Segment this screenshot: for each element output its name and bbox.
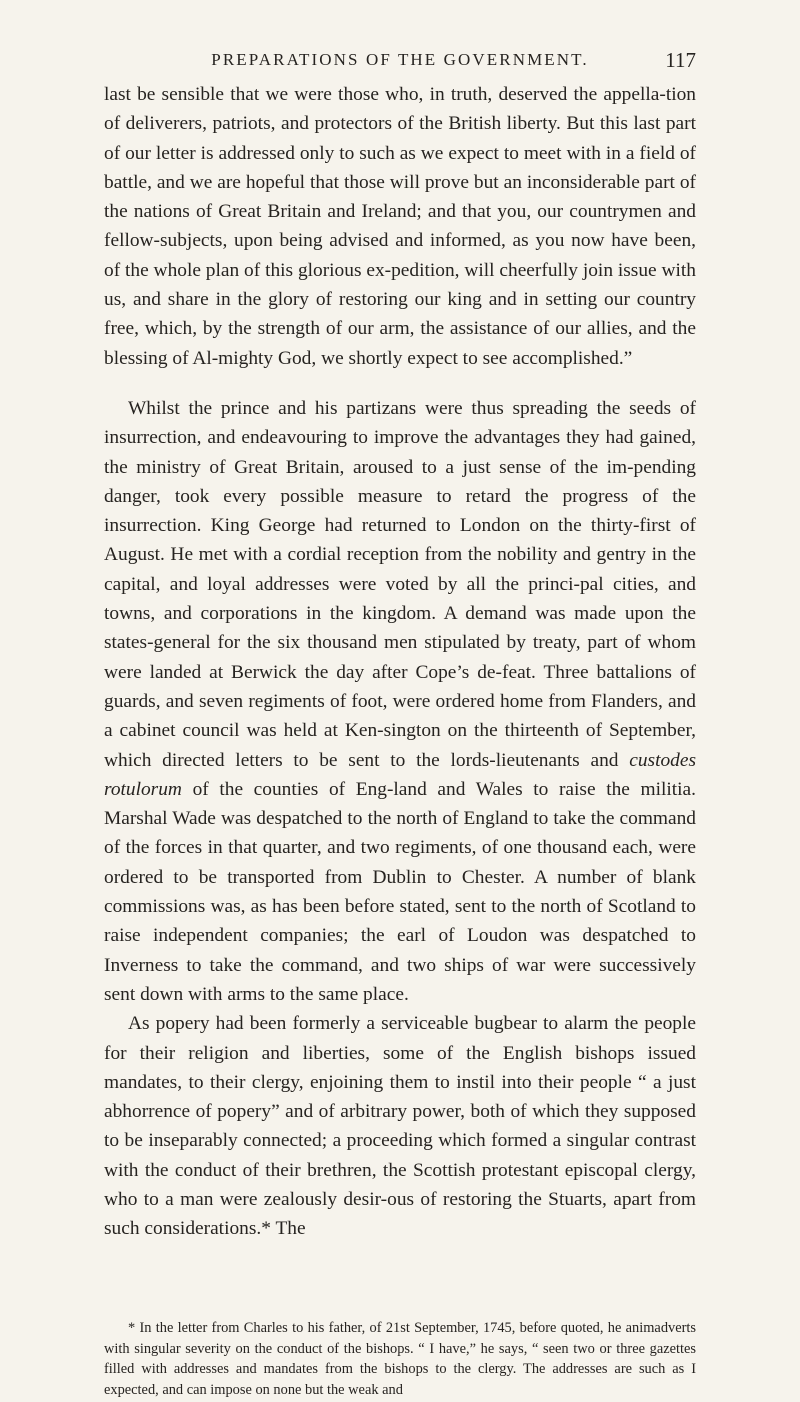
paragraph-3: As popery had been formerly a serviceable bugbear to alarm the people for their religion and liberties, some of the English bishops issued mandates, to their clergy, enjoining them to instil into their people “ a just abhorrence of popery” and of arbitrary power, both of which they supposed to be inseparably connected; a proceeding which formed a singular contrast with the conduct of their brethren, the Scottish protestant episcopal clergy, who to a man were zealously desir-ous of restoring the Stuarts, apart from such considerations.* The (104, 1013, 696, 1240)
running-title: PREPARATIONS OF THE GOVERNMENT. (211, 50, 589, 69)
paragraph-2 (104, 394, 696, 1009)
running-header (0, 48, 800, 78)
latin-phrase: custodes rotulorum (104, 749, 696, 800)
paragraph-1: last be sensible that we were those who, in truth, deserved the appella-tion of deliverers, patriots, and protectors of the British liberty. But this last part of our letter is addressed only to such as we expect to meet with in a field of battle, and we are hopeful that those will prove but an inconsiderable part of the nations of Great Britain and Ireland; and that you, our countrymen and fellow-subjects, upon being advised and informed, as you now have been, of the whole plan of this glorious ex-pedition, will cheerfully join issue with us, and share in the glory of restoring our king and in setting our country free, which, by the strength of our arm, the assistance of our allies, and the blessing of Al-mighty God, we shortly expect to see accomplished.” (104, 84, 696, 369)
paragraph-2-text-b: of the counties of Eng-land and Wales to raise the militia. Marshal Wade was despatched to the north of England to take the command of the forces in that quarter, and two regiments, of one thousand each, were ordered to be transported from Dublin to Chester. A number of blank commissions was, as has been before stated, sent to the north of Scotland to raise independent companies; the earl of Loudon was despatched to Inverness to take the command, and two ships of war were successively sent down with arms to the same place. (104, 778, 696, 1005)
footnote: * In the letter from Charles to his father, of 21st September, 1745, before quoted, he animadverts with singular severity on the conduct of the bishops. “ I have,” he says, “ seen two or three gazettes filled with addresses and mandates from the bishops to the clergy. The addresses are such as I expected, and can impose on none but the weak and (104, 1320, 696, 1398)
body-text (104, 80, 696, 1244)
paragraph-2-text-a: Whilst the prince and his partizans were thus spreading the seeds of insurrection, and endeavouring to improve the advantages they had gained, the ministry of Great Britain, aroused to a just sense of the im-pending danger, took every possible measure to retard the progress of the insurrection. King George had returned to London on the thirty-first of August. He met with a cordial reception from the nobility and gentry in the capital, and loyal addresses were voted by all the princi-pal cities, and towns, and corporations in the kingdom. A demand was made upon the states-general for the six thousand men stipulated by treaty, part of whom were landed at Berwick the day after Cope’s de-feat. Three battalions of guards, and seven regiments of foot, were ordered home from Flanders, and a cabinet council was held at Ken-sington on the thirteenth of September, which directed letters to be sent to the lords-lieutenants and (104, 397, 696, 771)
page-number: 117 (665, 48, 696, 72)
